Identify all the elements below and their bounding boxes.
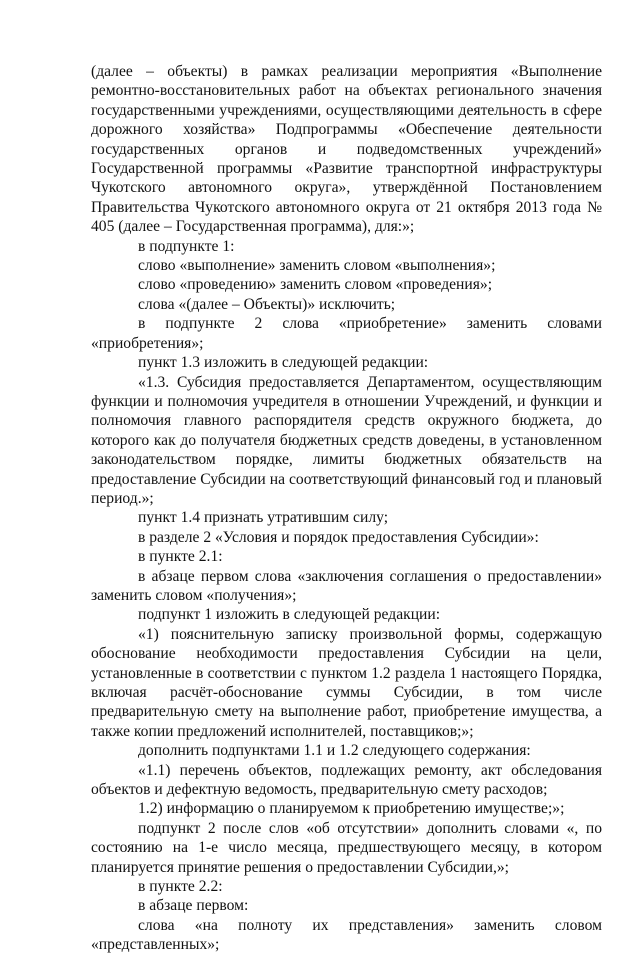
- paragraph: в подпункте 1:: [138, 237, 235, 255]
- paragraph: пункт 1.3 изложить в следующей редакции:: [138, 354, 429, 372]
- paragraph: в пункте 2.1:: [138, 548, 223, 566]
- paragraph: в подпункте 2 слова «приобретение» заменить словами «приобретения»;: [91, 315, 602, 352]
- paragraph: подпункт 1 изложить в следующей редакции:: [138, 606, 441, 624]
- paragraph: 1.2) информацию о планируемом к приобретению имуществе;»;: [138, 800, 565, 818]
- paragraph: в абзаце первом слова «заключения соглашения о предоставлении» заменить словом «получения»;: [91, 567, 602, 604]
- paragraph: в разделе 2 «Условия и порядок предоставления Субсидии»:: [138, 528, 539, 546]
- paragraph: слова «(далее – Объекты)» исключить;: [138, 295, 396, 313]
- paragraph: подпункт 2 после слов «об отсутствии» дополнить словами «, по состоянию на 1-е число месяца, предшествующего месяцу, в котором планируется принятие решения о предоставлении Субсидии,»;: [91, 819, 602, 876]
- paragraph: пункт 1.4 признать утратившим силу;: [138, 509, 389, 527]
- paragraph: дополнить подпунктами 1.1 и 1.2 следующего содержания:: [138, 742, 531, 760]
- paragraph: «1.1) перечень объектов, подлежащих ремонту, акт обследования объектов и дефектную ведомость, предварительную смету расходов;: [91, 761, 602, 799]
- paragraph: слова «на полноту их представления» заменить словом «представленных»;: [91, 916, 602, 954]
- paragraph: «1) пояснительную записку произвольной формы, содержащую обоснование необходимости предоставления Субсидии на цели, установленные в соответствии с пунктом 1.2 раздела 1 настоящего Порядка, включая расчёт-обоснование суммы Субсидии, в том числе предварительную смету на выполнение работ, приобретение имущества, а также копии предложений исполнителей, поставщиков;»;: [91, 625, 602, 740]
- paragraph: в абзаце первом:: [138, 897, 249, 915]
- paragraph: в пункте 2.2:: [138, 878, 223, 896]
- paragraph: (далее – объекты) в рамках реализации мероприятия «Выполнение ремонтно-восстановительных работ на объектах регионального значения государственными учреждениями, осуществляющими деятельность в сфере дорожного хозяйства» Подпрограммы «Обеспечение деятельности государственных органов и подведомственных учреждений» Государственной программы «Развитие транспортной инфраструктуры Чукотского автономного округа», утверждённой Постановлением Правительства Чукотского автономного округа от 21 октября 2013 года № 405 (далее – Государственная программа), для:»;: [91, 63, 602, 236]
- paragraph: «1.3. Субсидия предоставляется Департаментом, осуществляющим функции и полномочия учредителя в отношении Учреждений, и функции и полномочия главного распорядителя средств окружного бюджета, до которого как до получателя бюджетных средств доведены, в установленном законодательством порядке, лимиты бюджетных обязательств на предоставление Субсидии на соответствующий финансовый год и плановый период.»;: [91, 373, 602, 507]
- document-page: [91, 62, 602, 955]
- paragraph: слово «проведению» заменить словом «проведения»;: [138, 276, 493, 294]
- paragraph: слово «выполнение» заменить словом «выполнения»;: [138, 257, 496, 275]
